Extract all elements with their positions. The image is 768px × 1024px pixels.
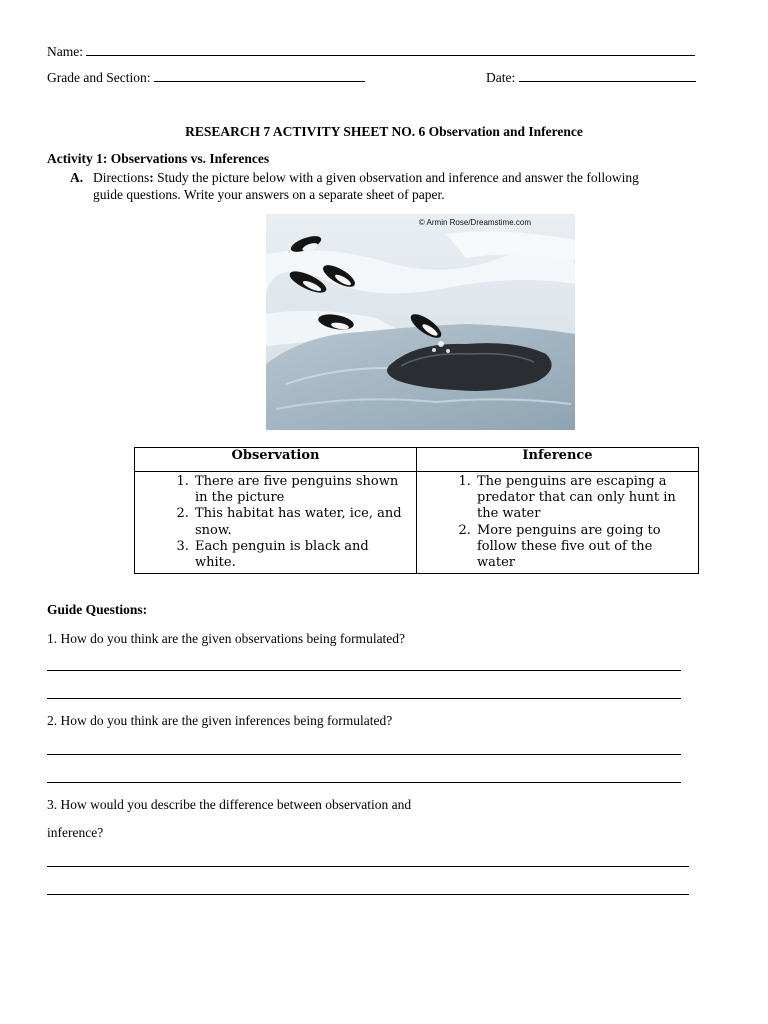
answer-line-3b[interactable] — [47, 894, 689, 895]
date-label: Date: — [486, 70, 516, 85]
penguin-photo — [266, 214, 575, 430]
grade-section-field[interactable] — [154, 69, 365, 82]
answer-line-2a[interactable] — [47, 754, 681, 755]
list-item: 2. This habitat has water, ice, and snow. — [193, 506, 412, 538]
observation-column-header: Observation — [135, 448, 417, 472]
question-1: 1. How do you think are the given observations being formulated? — [47, 631, 406, 646]
activity-heading: Activity 1: Observations vs. Inferences — [47, 151, 270, 166]
photo-credit: © Armin Rose/Dreamstime.com — [418, 218, 531, 227]
directions-item — [70, 169, 730, 187]
inference-column-header: Inference — [417, 448, 699, 472]
grade-row — [47, 69, 365, 86]
answer-line-2b[interactable] — [47, 782, 681, 783]
question-3-continued: inference? — [47, 825, 104, 840]
observation-inference-table — [134, 447, 699, 574]
directions-colon: : — [149, 170, 154, 185]
answer-line-1b[interactable] — [47, 698, 681, 699]
page-title: RESEARCH 7 ACTIVITY SHEET NO. 6 Observation and Inference — [185, 124, 583, 139]
answer-line-3a[interactable] — [47, 866, 689, 867]
answer-line-1a[interactable] — [47, 670, 681, 671]
inference-cell — [417, 472, 699, 574]
name-field[interactable] — [86, 43, 695, 56]
table-header-row — [135, 448, 699, 472]
date-row — [486, 69, 696, 86]
directions-label: Directions — [93, 170, 150, 185]
list-item: 2. More penguins are going to follow these five out of the water — [475, 523, 694, 572]
table-row — [135, 472, 699, 574]
observation-cell — [135, 472, 417, 574]
question-3: 3. How would you describe the difference between observation and — [47, 797, 412, 812]
list-item: 3. Each penguin is black and white. — [193, 539, 412, 571]
directions-text: Study the picture below with a given observation and inference and answer the following — [153, 170, 639, 185]
list-item: 1. There are five penguins shown in the picture — [193, 474, 412, 506]
question-2: 2. How do you think are the given inferences being formulated? — [47, 713, 393, 728]
item-letter: A. — [70, 170, 84, 185]
observation-list — [139, 474, 412, 571]
grade-label: Grade and Section: — [47, 70, 151, 85]
inference-list — [421, 474, 694, 571]
list-item: 1. The penguins are escaping a predator that can only hunt in the water — [475, 474, 694, 523]
guide-heading: Guide Questions: — [47, 602, 148, 617]
date-field[interactable] — [519, 69, 696, 82]
directions-text-2: guide questions. Write your answers on a separate sheet of paper. — [93, 187, 445, 202]
name-label: Name: — [47, 44, 83, 59]
penguin-scene-image — [266, 214, 575, 430]
name-row — [47, 43, 695, 60]
